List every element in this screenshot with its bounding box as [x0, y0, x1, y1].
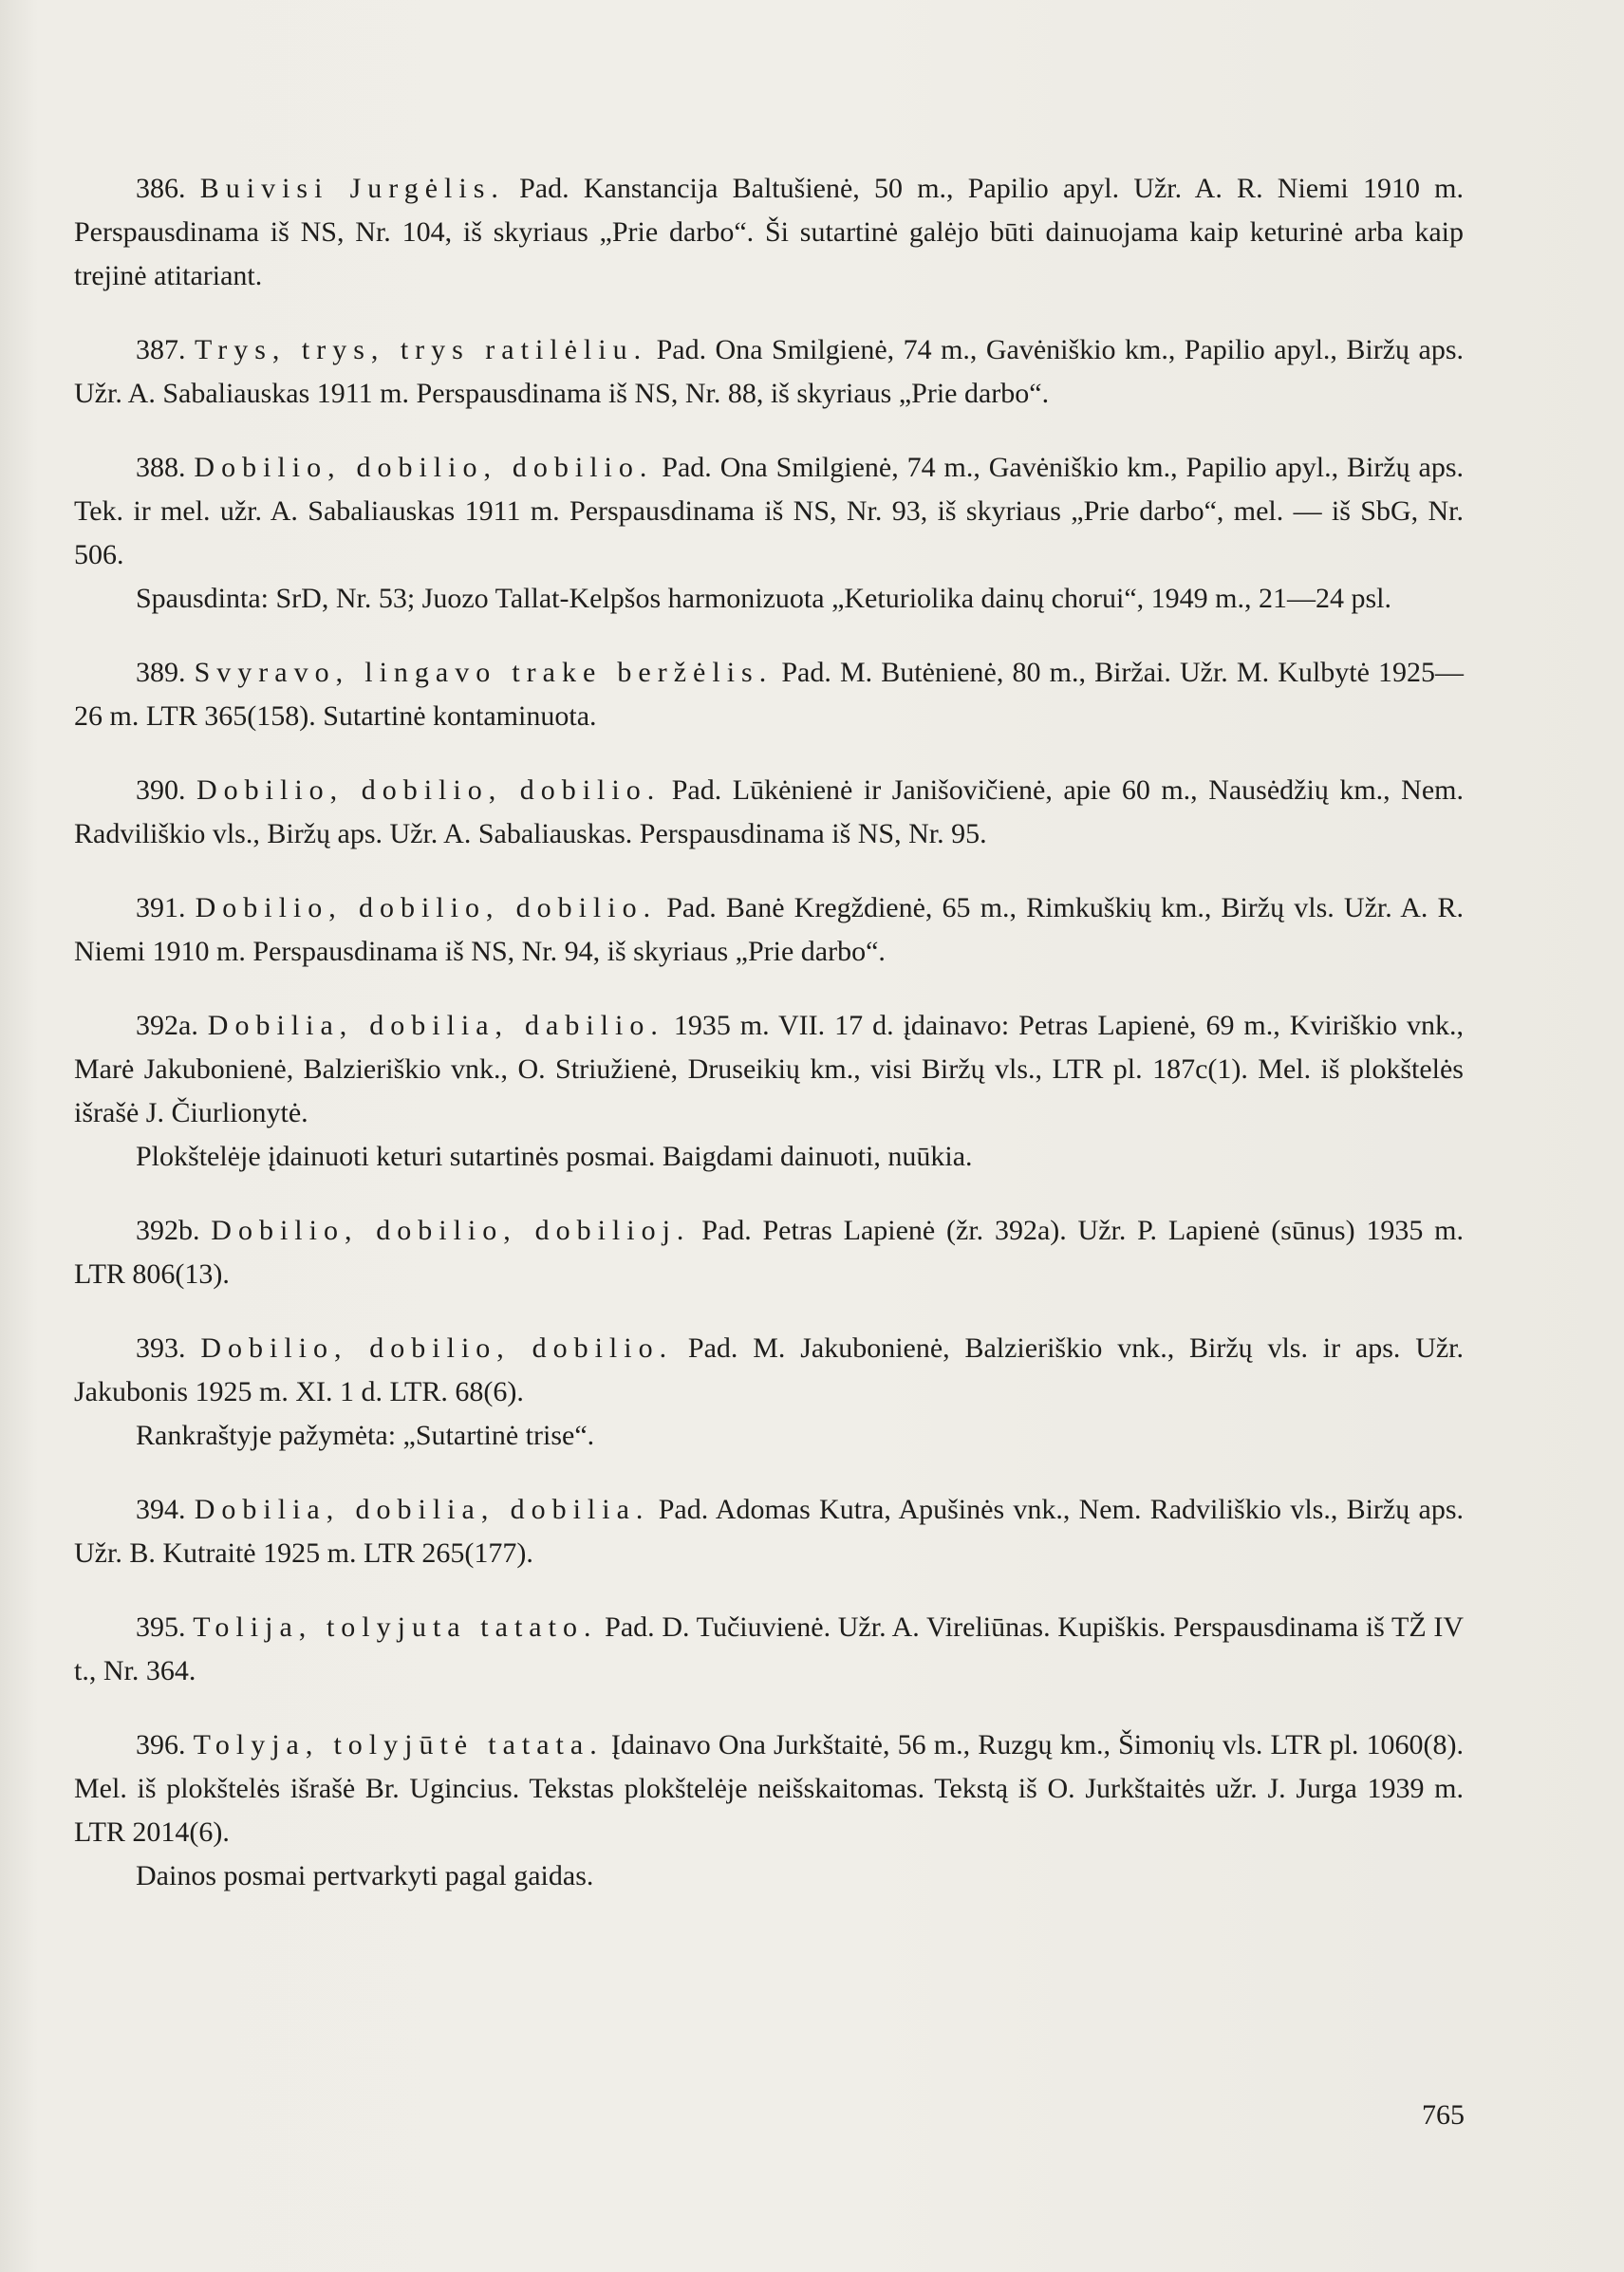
entry-text: Pad. Adomas Kutra, Apušinės vnk., Nem. Radviliškio vls., Biržų aps. Užr. B. Kutraitė 1925 m. LTR 265(177).	[74, 1494, 1464, 1569]
entry-note: Dainos posmai pertvarkyti pagal gaidas.	[136, 1860, 594, 1891]
entry-text: 1935 m. VII. 17 d. įdainavo: Petras Lapienė, 69 m., Kviriškio vnk., Marė Jakubonienė, Balzieriškio vnk., O. Striužienė, Druseikių km., visi Biržų vls., LTR pl. 187c(1). Mel. iš plokštelės išrašė J. Čiurlionytė.	[74, 1010, 1465, 1128]
entry-387	[74, 328, 1464, 416]
entry-392a	[74, 1004, 1464, 1179]
entry-number: 395.	[136, 1611, 186, 1643]
entry-text: Pad. M. Jakubonienė, Balzieriškio vnk., Biržų vls. ir aps. Užr. Jakubonis 1925 m. XI. 1 d. LTR. 68(6).	[74, 1332, 1465, 1407]
entry-note: Plokštelėje įdainuoti keturi sutartinės posmai. Baigdami dainuoti, nuūkia.	[136, 1141, 973, 1172]
entry-390	[74, 769, 1464, 856]
entry-number: 389.	[136, 657, 186, 688]
entry-number: 388.	[136, 452, 186, 483]
entry-text: Pad. Ona Smilgienė, 74 m., Gavėniškio km., Papilio apyl., Biržų aps. Tek. ir mel. užr. A. Sabaliauskas 1911 m. Perspausdinama iš NS, Nr. 93, iš skyriaus „Prie darbo“, mel. — iš SbG, Nr. 506.	[74, 452, 1465, 570]
entry-391	[74, 886, 1464, 974]
entry-text: Pad. Petras Lapienė (žr. 392a). Užr. P. Lapienė (sūnus) 1935 m. LTR 806(13).	[74, 1215, 1464, 1290]
entry-389	[74, 651, 1464, 738]
entry-number: 392a.	[136, 1010, 198, 1041]
entry-number: 386.	[136, 173, 186, 204]
entry-number: 390.	[136, 774, 186, 806]
entry-title: Trys, trys, trys ratilėliu.	[194, 334, 648, 365]
entry-395	[74, 1606, 1464, 1693]
entry-396	[74, 1723, 1464, 1898]
entry-number: 391.	[136, 892, 186, 923]
entry-title: Dobilio, dobilio, dobilio.	[200, 1332, 674, 1364]
entry-title: Dobilia, dobilia, dabilio.	[207, 1010, 664, 1041]
entry-number: 393.	[136, 1332, 186, 1364]
entry-number: 392b.	[136, 1215, 200, 1246]
entry-title: Buivisi Jurgėlis.	[199, 173, 505, 204]
entry-title: Dobilio, dobilio, dobilio.	[196, 774, 662, 806]
entry-title: Dobilio, dobilio, dobilioj.	[211, 1215, 691, 1246]
entry-388	[74, 446, 1464, 621]
entry-number: 387.	[136, 334, 186, 365]
entry-title: Tolyja, tolyjūtė tatata.	[193, 1729, 604, 1760]
entry-note: Spausdinta: SrD, Nr. 53; Juozo Tallat-Kelpšos harmonizuota „Keturiolika dainų chorui“, 1949 m., 21—24 psl.	[136, 583, 1391, 614]
entry-title: Svyravo, lingavo trake beržėlis.	[194, 657, 774, 688]
entry-393	[74, 1327, 1464, 1458]
entry-text: Pad. Ona Smilgienė, 74 m., Gavėniškio km., Papilio apyl., Biržų aps. Užr. A. Sabaliauskas 1911 m. Perspausdinama iš NS, Nr. 88, iš skyriaus „Prie darbo“.	[74, 334, 1464, 409]
entry-text: Pad. D. Tučiuvienė. Užr. A. Vireliūnas. Kupiškis. Perspausdinama iš TŽ IV t., Nr. 364.	[74, 1611, 1465, 1686]
page-number: 765	[1422, 2099, 1465, 2131]
entry-text: Pad. Banė Kregždienė, 65 m., Rimkuškių km., Biržų vls. Užr. A. R. Niemi 1910 m. Perspausdinama iš NS, Nr. 94, iš skyriaus „Prie darbo“.	[74, 892, 1465, 967]
entry-number: 396.	[136, 1729, 186, 1760]
entry-note: Rankraštyje pažymėta: „Sutartinė trise“.	[136, 1420, 595, 1451]
entry-title: Dobilio, dobilio, dobilio.	[194, 452, 654, 483]
entry-386	[74, 167, 1464, 298]
entry-text: Pad. M. Butėnienė, 80 m., Biržai. Užr. M. Kulbytė 1925—26 m. LTR 365(158). Sutartinė kontaminuota.	[74, 657, 1465, 732]
entry-text: Pad. Kanstancija Baltušienė, 50 m., Papilio apyl. Užr. A. R. Niemi 1910 m. Perspausdinama iš NS, Nr. 104, iš skyriaus „Prie darbo“. Ši sutartinė galėjo būti dainuojama kaip keturinė arba kaip trejinė atitariant.	[74, 173, 1465, 291]
entry-text: Įdainavo Ona Jurkštaitė, 56 m., Ruzgų km., Šimonių vls. LTR pl. 1060(8). Mel. iš plokštelės išrašė Br. Ugincius. Tekstas plokštelėje neišskaitomas. Tekstą iš O. Jurkštaitės užr. J. Jurga 1939 m. LTR 2014(6).	[74, 1729, 1465, 1848]
entry-title: Dobilio, dobilio, dobilio.	[195, 892, 658, 923]
entry-text: Pad. Lūkėnienė ir Janišovičienė, apie 60 m., Nausėdžių km., Nem. Radviliškio vls., Biržų aps. Užr. A. Sabaliauskas. Perspausdinama iš NS, Nr. 95.	[74, 774, 1464, 849]
entry-number: 394.	[136, 1494, 186, 1525]
entry-title: Tolija, tolyjuta tatato.	[193, 1611, 598, 1643]
entry-title: Dobilia, dobilia, dobilia.	[194, 1494, 650, 1525]
entry-394	[74, 1488, 1464, 1575]
entries-list	[74, 167, 1464, 1928]
entry-392b	[74, 1209, 1464, 1296]
